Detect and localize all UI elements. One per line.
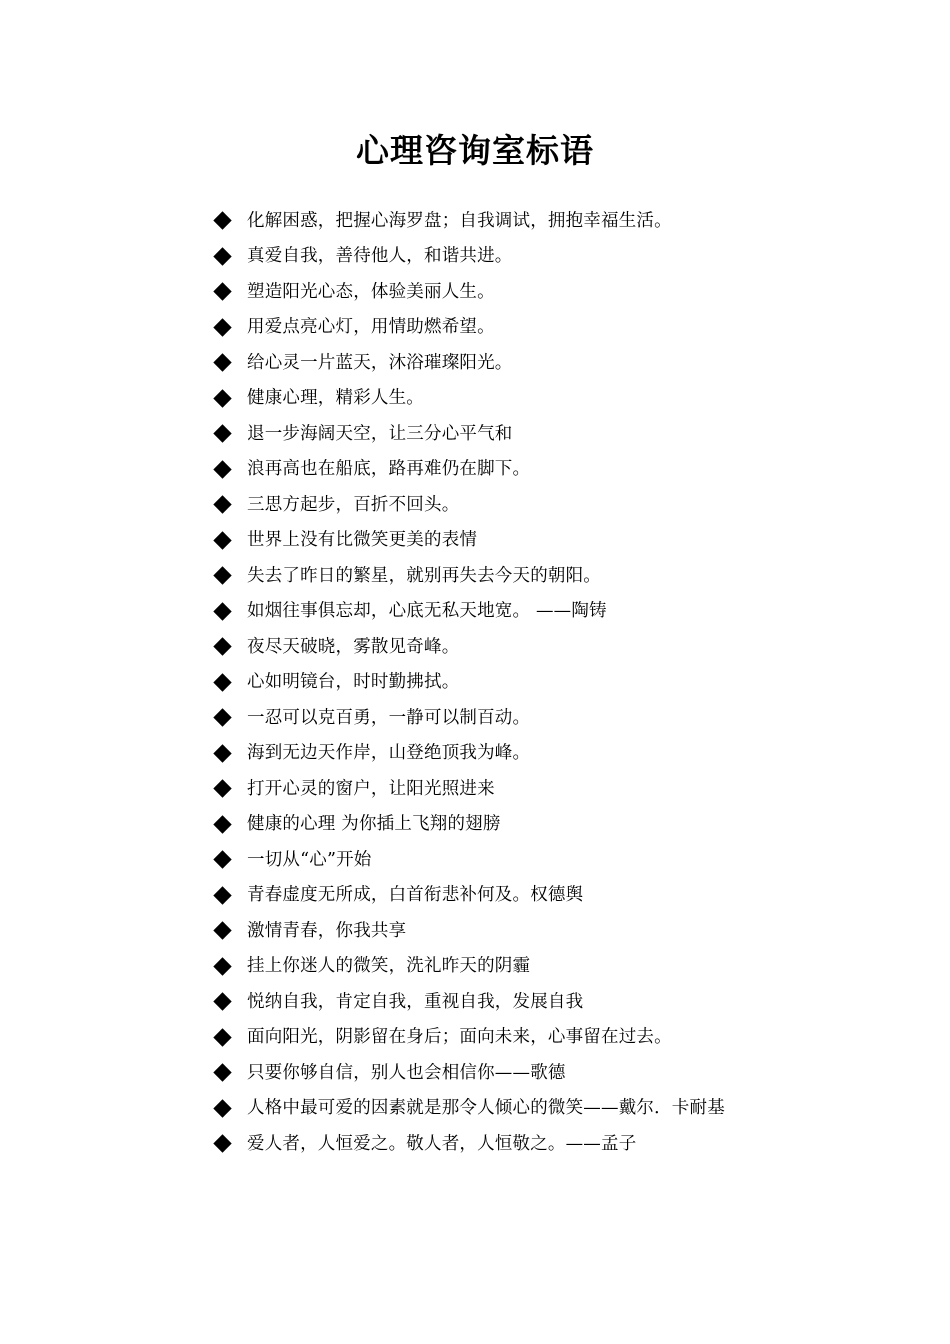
slogan-text: 一忍可以克百勇，一静可以制百动。 <box>247 707 531 728</box>
slogan-text: 用爱点亮心灯，用情助燃希望。 <box>247 317 495 338</box>
black-diamond-icon <box>213 318 231 336</box>
black-diamond-icon <box>213 744 231 762</box>
black-diamond-icon <box>213 247 231 265</box>
slogan-item <box>212 807 852 843</box>
slogan-text: 海到无边天作岸，山登绝顶我为峰。 <box>247 743 531 764</box>
slogan-item <box>212 523 852 559</box>
black-diamond-icon <box>213 460 231 478</box>
black-diamond-icon <box>213 886 231 904</box>
slogan-text: 一切从“心”开始 <box>247 849 372 870</box>
black-diamond-icon <box>213 851 231 869</box>
slogan-item <box>212 1020 852 1056</box>
slogan-item <box>212 700 852 736</box>
slogan-text: 真爱自我，善待他人，和谐共进。 <box>247 246 513 267</box>
slogan-text: 心如明镜台，时时勤拂拭。 <box>247 672 460 693</box>
slogan-item <box>212 381 852 417</box>
slogan-text: 浪再高也在船底，路再难仍在脚下。 <box>247 459 531 480</box>
slogan-item <box>212 558 852 594</box>
slogan-text: 激情青春，你我共享 <box>247 920 407 941</box>
black-diamond-icon <box>213 1064 231 1082</box>
slogan-item <box>212 416 852 452</box>
page-title: 心理咨询室标语 <box>356 131 594 170</box>
black-diamond-icon <box>213 957 231 975</box>
black-diamond-icon <box>213 389 231 407</box>
slogan-item <box>212 594 852 630</box>
black-diamond-icon <box>213 531 231 549</box>
slogan-item <box>212 736 852 772</box>
slogan-item <box>212 878 852 914</box>
slogan-text: 世界上没有比微笑更美的表情 <box>247 530 478 551</box>
black-diamond-icon <box>213 1028 231 1046</box>
slogan-item <box>212 913 852 949</box>
black-diamond-icon <box>213 709 231 727</box>
black-diamond-icon <box>213 673 231 691</box>
slogan-item <box>212 345 852 381</box>
black-diamond-icon <box>213 1099 231 1117</box>
slogan-item <box>212 842 852 878</box>
slogan-item <box>212 984 852 1020</box>
slogan-item <box>212 1091 852 1127</box>
slogan-item <box>212 310 852 346</box>
slogan-text: 化解困惑，把握心海罗盘；自我调试，拥抱幸福生活。 <box>247 210 672 231</box>
black-diamond-icon <box>213 283 231 301</box>
slogan-text: 失去了昨日的繁星，就别再失去今天的朝阳。 <box>247 565 601 586</box>
slogan-item <box>212 452 852 488</box>
slogan-item <box>212 239 852 275</box>
slogan-item <box>212 1055 852 1091</box>
black-diamond-icon <box>213 496 231 514</box>
slogan-text: 给心灵一片蓝天，沐浴璀璨阳光。 <box>247 352 513 373</box>
slogan-text: 挂上你迷人的微笑，洗礼昨天的阴霾 <box>247 956 531 977</box>
slogan-text: 打开心灵的窗户，让阳光照进来 <box>247 778 495 799</box>
slogan-text: 爱人者，人恒爱之。敬人者，人恒敬之。——孟子 <box>247 1133 637 1154</box>
black-diamond-icon <box>213 780 231 798</box>
slogan-item <box>212 949 852 985</box>
slogan-text: 只要你够自信，别人也会相信你——歌德 <box>247 1062 566 1083</box>
slogan-text: 如烟往事俱忘却，心底无私天地宽。 ——陶铸 <box>247 601 607 622</box>
slogan-text: 人格中最可爱的因素就是那令人倾心的微笑——戴尔．卡耐基 <box>247 1098 725 1119</box>
slogan-item <box>212 203 852 239</box>
black-diamond-icon <box>213 567 231 585</box>
black-diamond-icon <box>213 602 231 620</box>
slogan-text: 塑造阳光心态，体验美丽人生。 <box>247 281 495 302</box>
black-diamond-icon <box>213 212 231 230</box>
black-diamond-icon <box>213 425 231 443</box>
slogan-item <box>212 487 852 523</box>
black-diamond-icon <box>213 638 231 656</box>
slogan-list <box>212 203 852 1162</box>
black-diamond-icon <box>213 1135 231 1153</box>
black-diamond-icon <box>213 815 231 833</box>
slogan-text: 青春虚度无所成，白首衔悲补何及。权德舆 <box>247 885 584 906</box>
slogan-text: 三思方起步，百折不回头。 <box>247 494 460 515</box>
slogan-text: 健康心理，精彩人生。 <box>247 388 424 409</box>
black-diamond-icon <box>213 993 231 1011</box>
slogan-text: 面向阳光，阴影留在身后；面向未来，心事留在过去。 <box>247 1027 672 1048</box>
slogan-item <box>212 665 852 701</box>
slogan-text: 悦纳自我，肯定自我，重视自我，发展自我 <box>247 991 584 1012</box>
slogan-item <box>212 771 852 807</box>
slogan-text: 夜尽天破晓，雾散见奇峰。 <box>247 636 460 657</box>
black-diamond-icon <box>213 922 231 940</box>
slogan-text: 健康的心理 为你插上飞翔的翅膀 <box>247 814 501 835</box>
slogan-text: 退一步海阔天空，让三分心平气和 <box>247 423 513 444</box>
black-diamond-icon <box>213 354 231 372</box>
slogan-item <box>212 274 852 310</box>
slogan-item <box>212 1126 852 1162</box>
slogan-item <box>212 629 852 665</box>
